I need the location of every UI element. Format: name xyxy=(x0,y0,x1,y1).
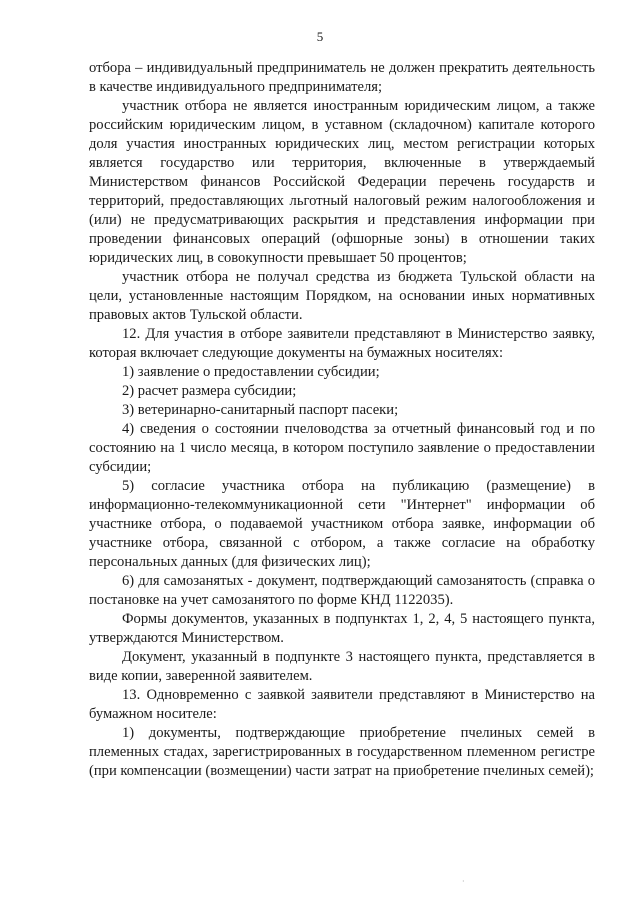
paragraph-foreign-entity: участник отбора не является иностранным юридическим лицом, а также российским юридическим лицом, в уставном (складочном) капитале которого доля участия иностранных юридических лиц, местом регистрации которых является государство или территория, включенные в утверждаемый Министерством финансов Российской Федерации перечень государств и территорий, предоставляющих льготный налоговый режим налогообложения и (или) не предусматривающих раскрытия и представления информации при проведении финансовых операций (офшорные зоны) в отношении таких юридических лиц, в совокупности превышает 50 процентов; xyxy=(89,98,595,266)
list-item-5-consent: 5) согласие участника отбора на публикацию (размещение) в информационно-телекоммуникационной сети "Интернет" информации об участнике отбора, о подаваемой участником отбора заявке, информации об участнике отбора, связанной с отбором, а также согласие на обработку персональных данных (для физических лиц); xyxy=(89,478,595,570)
paragraph-individual-entrepreneur: отбора – индивидуальный предприниматель не должен прекратить деятельность в качестве индивидуального предпринимателя; xyxy=(89,60,595,95)
scan-artifact-mark: · xyxy=(462,877,465,886)
list-item-1-application: 1) заявление о предоставлении субсидии; xyxy=(122,364,380,380)
list-item-3-passport: 3) ветеринарно-санитарный паспорт пасеки; xyxy=(122,402,399,418)
list-item-2-calculation: 2) расчет размера субсидии; xyxy=(122,383,297,399)
list-item-6-self-employed: 6) для самозанятых - документ, подтверждающий самозанятость (справка о постановке на учет самозанятого по форме КНД 1122035). xyxy=(89,573,595,608)
paragraph-item-13: 13. Одновременно с заявкой заявители представляют в Министерство на бумажном носителе: xyxy=(89,687,595,722)
paragraph-item-12: 12. Для участия в отборе заявители представляют в Министерство заявку, которая включает следующие документы на бумажных носителях: xyxy=(89,326,595,361)
paragraph-copy-certified: Документ, указанный в подпункте 3 настоящего пункта, представляется в виде копии, заверенной заявителем. xyxy=(89,649,595,684)
paragraph-forms-approved: Формы документов, указанных в подпунктах 1, 2, 4, 5 настоящего пункта, утверждаются Министерством. xyxy=(89,611,595,646)
page-number: 5 xyxy=(316,29,324,44)
list-item-4-beekeeping-info: 4) сведения о состоянии пчеловодства за отчетный финансовый год и по состоянию на 1 число месяца, в котором поступило заявление о предоставлении субсидии; xyxy=(89,421,595,475)
paragraph-no-budget-funds: участник отбора не получал средства из бюджета Тульской области на цели, установленные настоящим Порядком, на основании иных нормативных правовых актов Тульской области. xyxy=(89,269,595,323)
list-item-13-1-documents: 1) документы, подтверждающие приобретение пчелиных семей в племенных стадах, зарегистрированных в государственном племенном регистре (при компенсации (возмещении) части затрат на приобретение пчелиных семей); xyxy=(89,725,595,779)
document-body xyxy=(89,59,595,781)
